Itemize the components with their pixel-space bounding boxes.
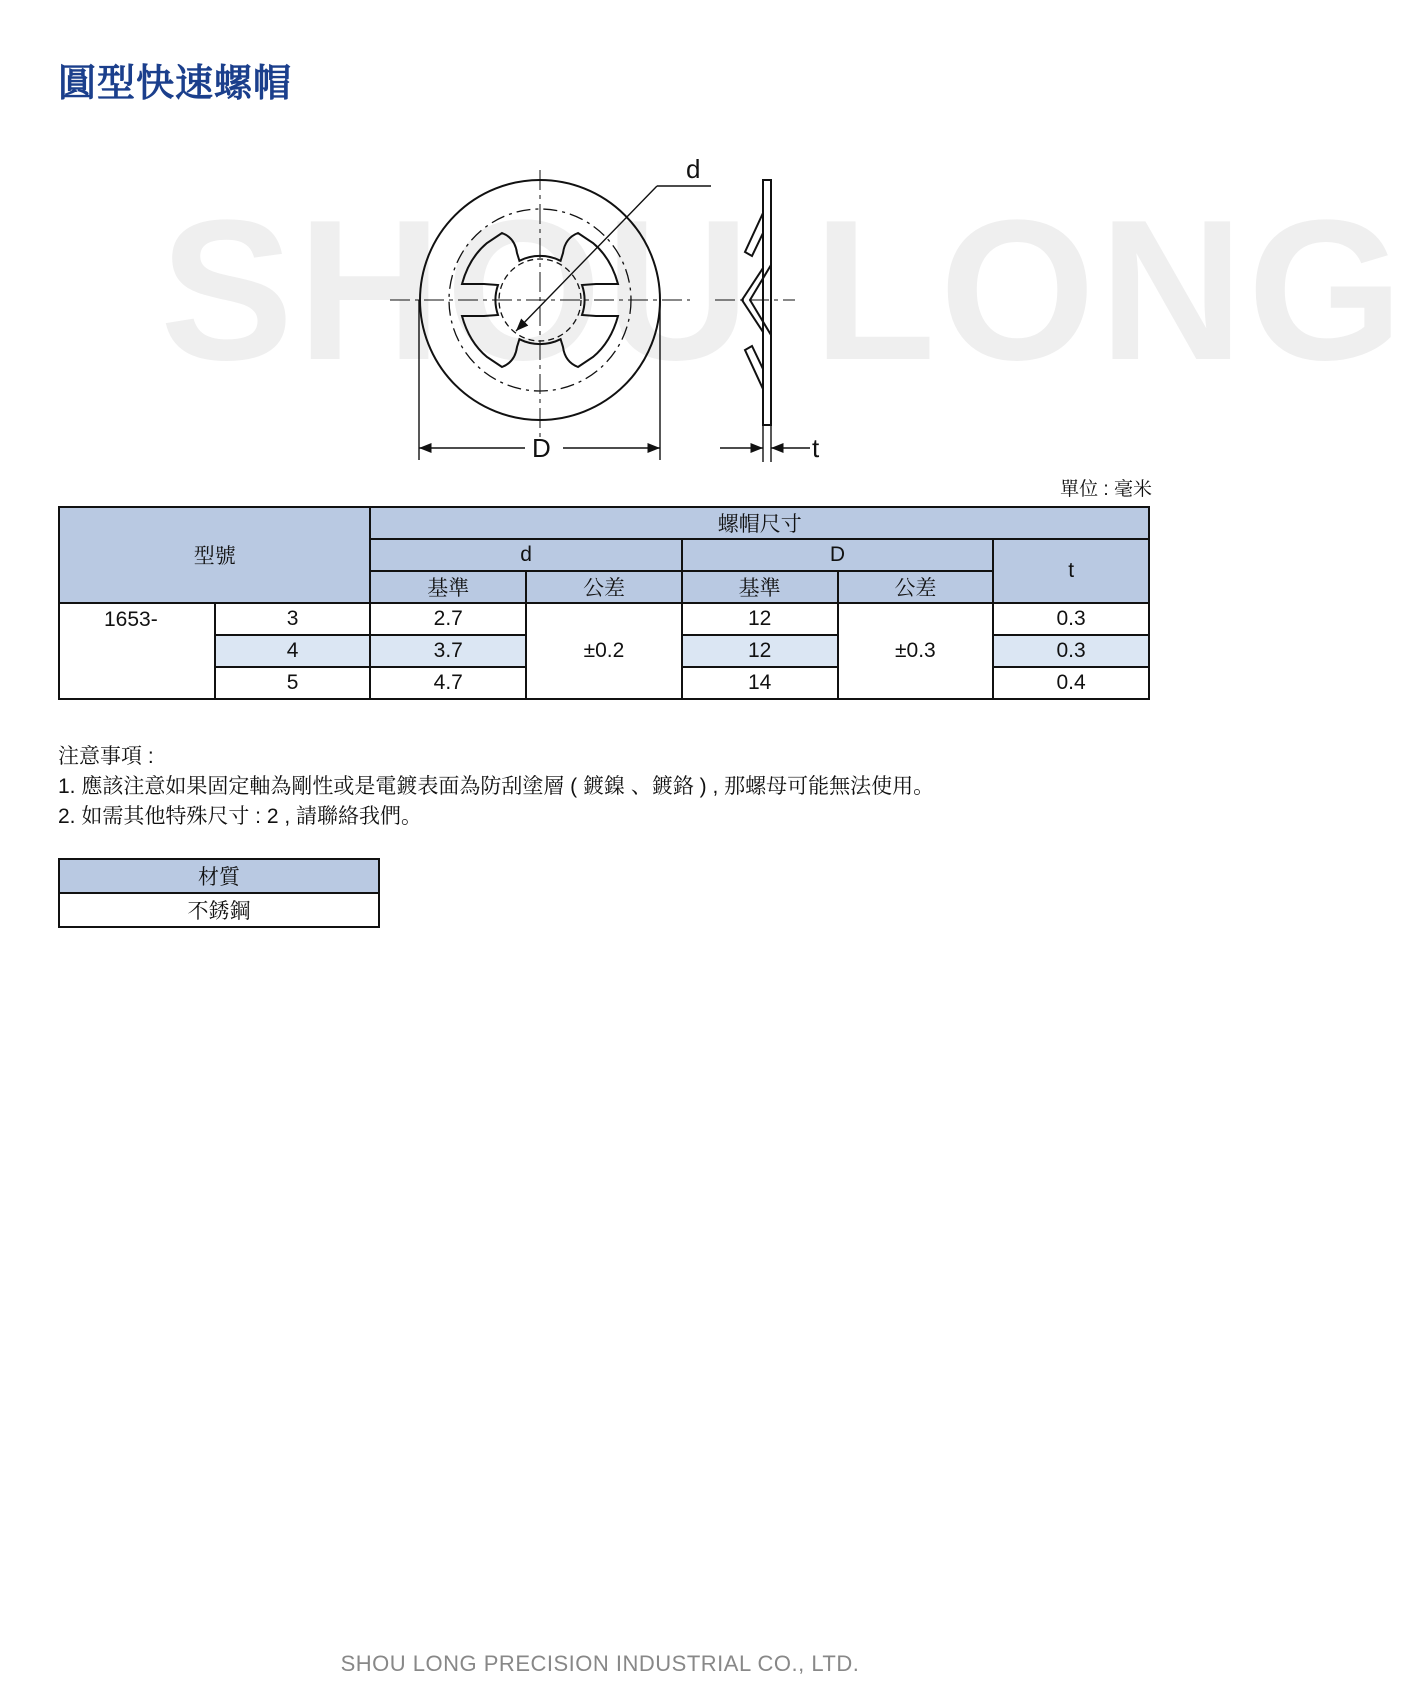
series-cell: 1653- bbox=[59, 603, 215, 699]
t-cell: 0.3 bbox=[993, 603, 1149, 635]
d-tol-header: 公差 bbox=[526, 571, 682, 603]
material-table bbox=[58, 858, 380, 928]
d-cell: 2.7 bbox=[370, 603, 526, 635]
t-dim-label: t bbox=[812, 433, 820, 463]
material-value: 不銹鋼 bbox=[59, 893, 379, 927]
D-header: D bbox=[682, 539, 993, 571]
technical-drawing bbox=[0, 0, 1407, 470]
d-header: d bbox=[370, 539, 681, 571]
d-cell: 3.7 bbox=[370, 635, 526, 667]
D-cell: 12 bbox=[682, 603, 838, 635]
side-view bbox=[742, 180, 771, 425]
D-cell: 14 bbox=[682, 667, 838, 699]
t-cell: 0.3 bbox=[993, 635, 1149, 667]
D-base-header: 基準 bbox=[682, 571, 838, 603]
center-lines bbox=[390, 170, 690, 440]
d-base-header: 基準 bbox=[370, 571, 526, 603]
footer-company: SHOU LONG PRECISION INDUSTRIAL CO., LTD. bbox=[340, 1651, 860, 1676]
d-dim-label: d bbox=[686, 154, 701, 184]
d-tolerance-cell: ±0.2 bbox=[526, 603, 682, 699]
note-item: 1. 應該注意如果固定軸為剛性或是電鍍表面為防刮塗層 ( 鍍鎳 、鍍鉻 ) , 那螺母可能無法使用。 bbox=[58, 775, 935, 798]
D-cell: 12 bbox=[682, 635, 838, 667]
size-cell: 3 bbox=[215, 603, 371, 635]
note-item: 2. 如需其他特殊尺寸 : 2 , 請聯絡我們。 bbox=[58, 805, 423, 828]
d-cell: 4.7 bbox=[370, 667, 526, 699]
D-tolerance-cell: ±0.3 bbox=[838, 603, 994, 699]
notes-section bbox=[58, 742, 934, 832]
dimension-table bbox=[58, 506, 1150, 700]
notes-heading: 注意事項 : bbox=[58, 745, 154, 768]
t-dimension bbox=[720, 425, 810, 462]
watermark: SHOU LONG bbox=[160, 179, 1407, 402]
unit-label: 單位 : 毫米 bbox=[1060, 479, 1152, 500]
size-cell: 4 bbox=[215, 635, 371, 667]
t-cell: 0.4 bbox=[993, 667, 1149, 699]
D-tol-header: 公差 bbox=[838, 571, 994, 603]
material-header: 材質 bbox=[59, 859, 379, 893]
table-row bbox=[59, 603, 1149, 635]
D-dim-label: D bbox=[532, 433, 551, 463]
model-header: 型號 bbox=[59, 507, 370, 603]
d-dimension bbox=[516, 186, 711, 331]
t-header: t bbox=[993, 539, 1149, 603]
page-title: 圓型快速螺帽 bbox=[58, 63, 293, 105]
size-cell: 5 bbox=[215, 667, 371, 699]
size-group-header: 螺帽尺寸 bbox=[370, 507, 1149, 539]
